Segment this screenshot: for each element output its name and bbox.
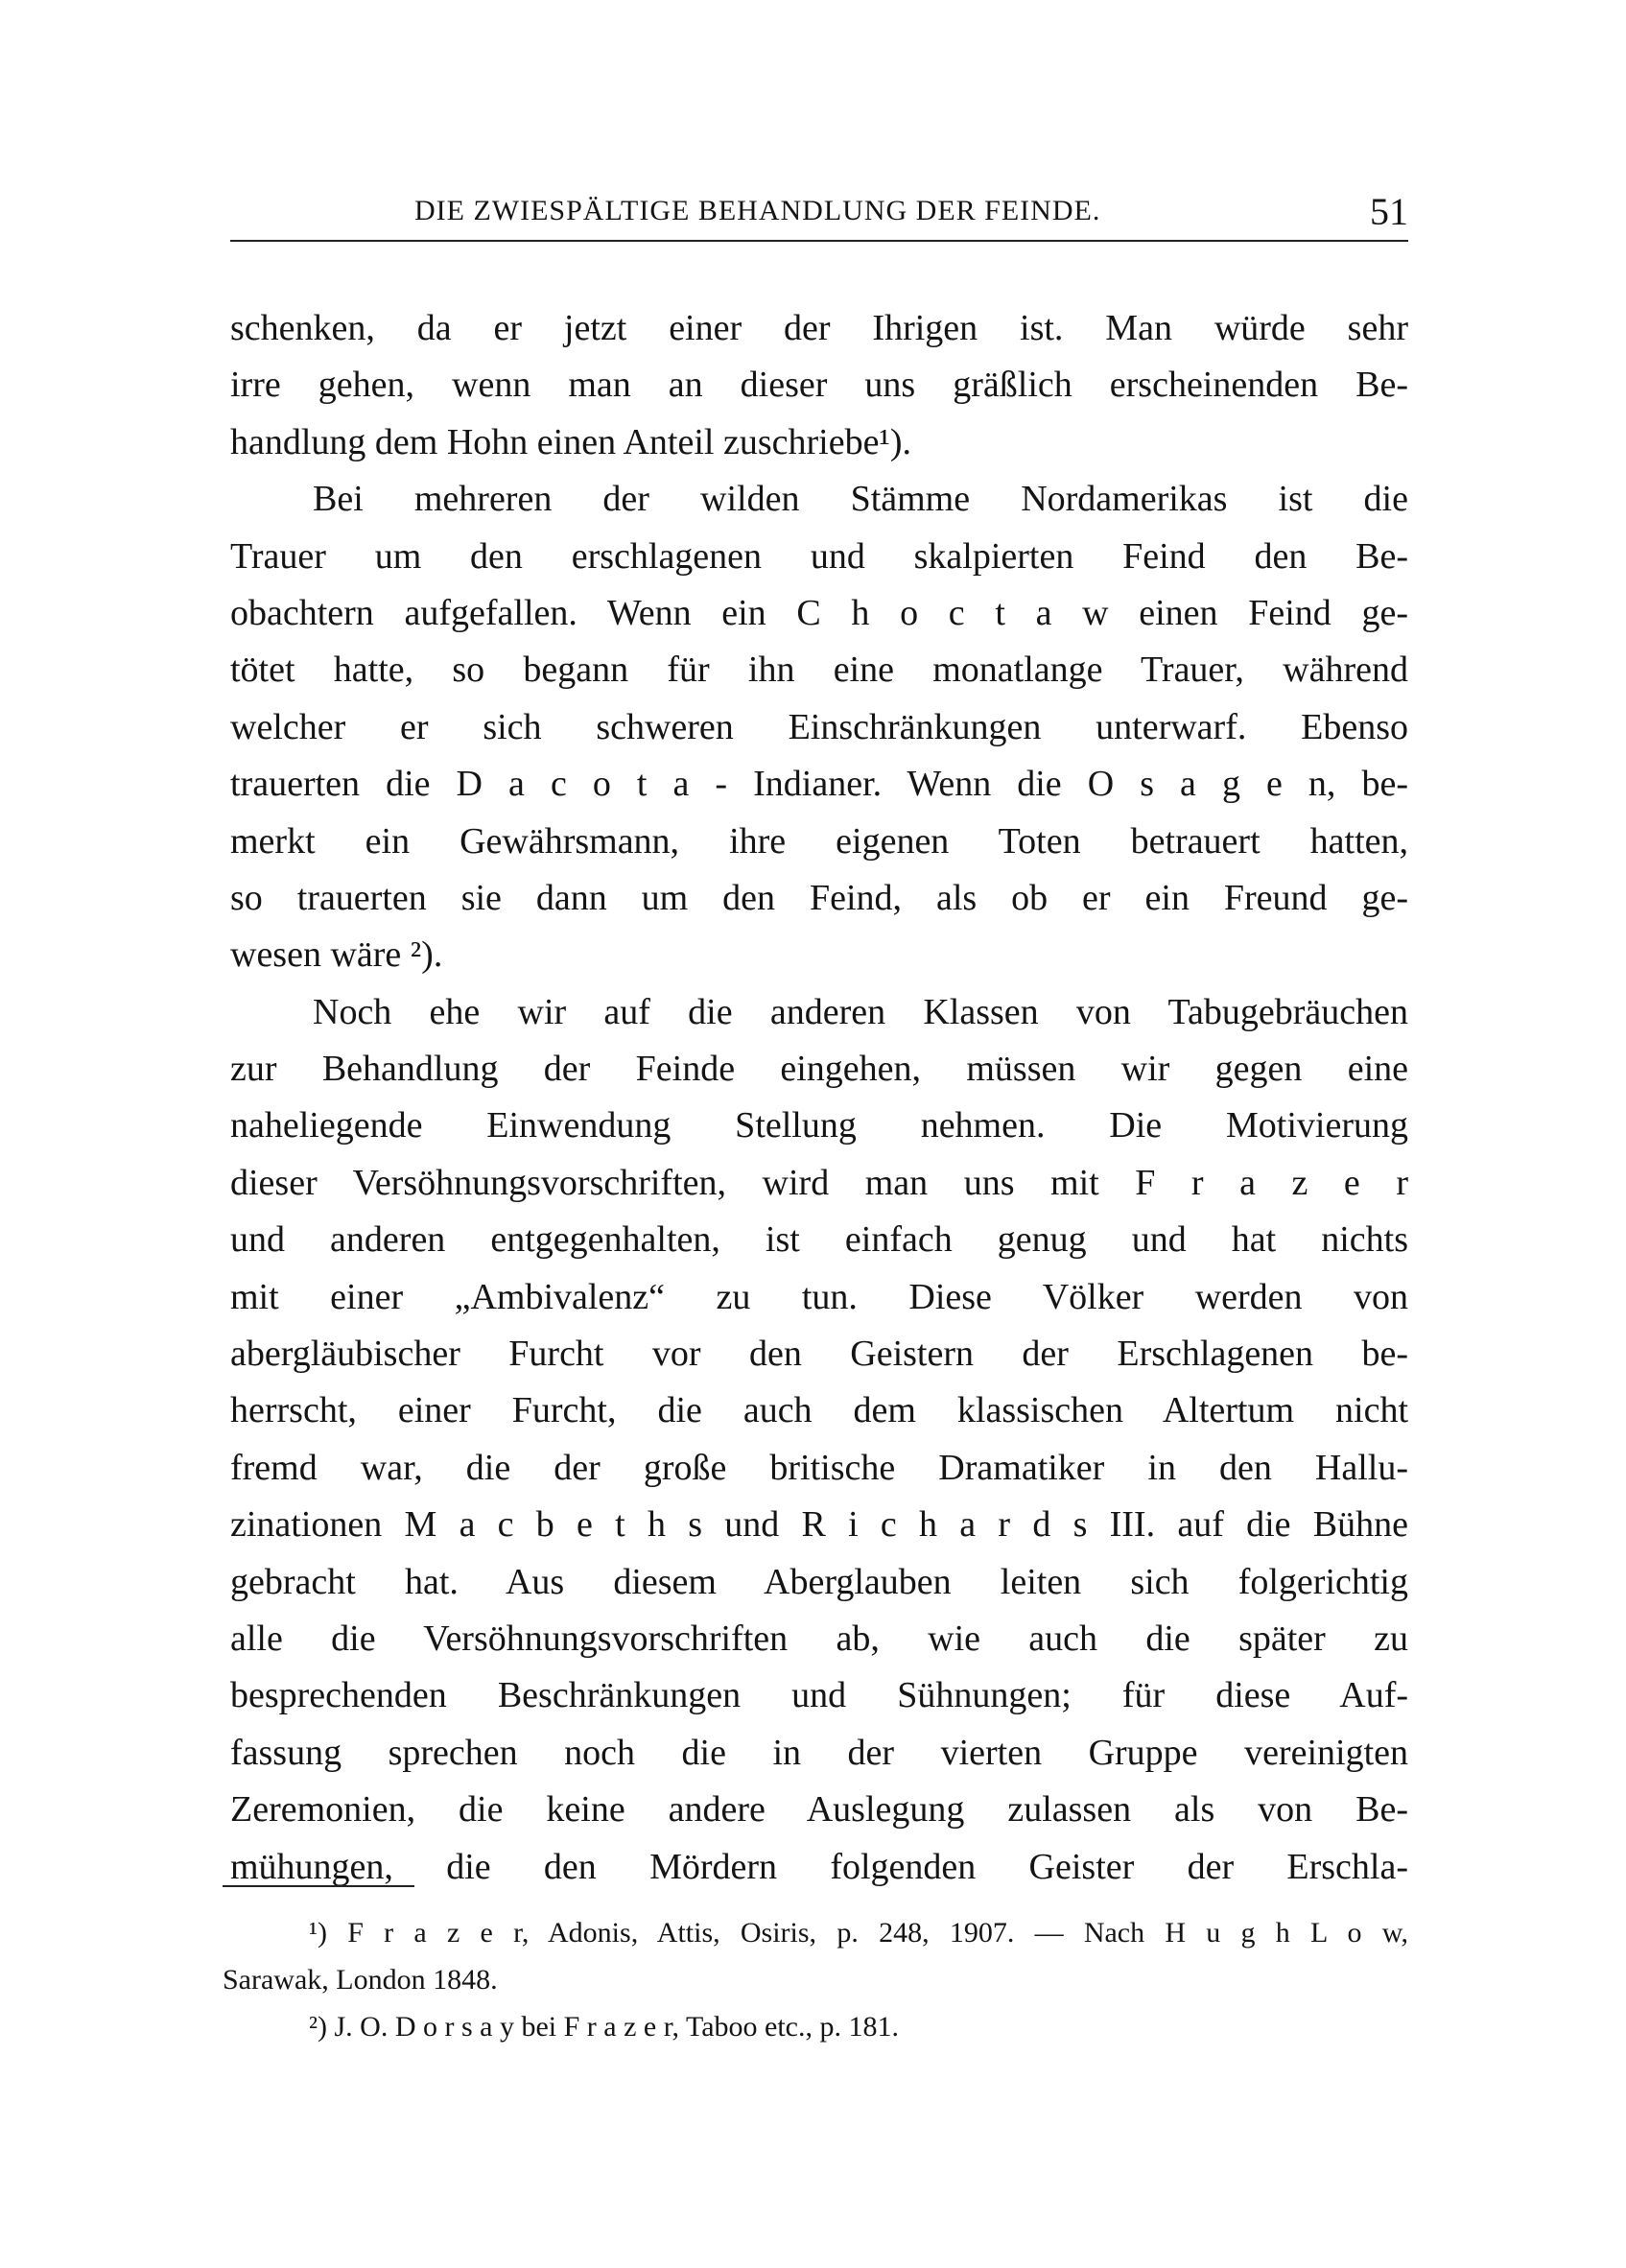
text-line: herrscht, einer Furcht, die auch dem klassischen Altertum nicht bbox=[230, 1390, 1408, 1431]
text-line: zur Behandlung der Feinde eingehen, müssen wir gegen eine bbox=[230, 1049, 1408, 1090]
text-line: trauerten die D a c o t a - Indianer. Wenn die O s a g e n, be- bbox=[230, 764, 1408, 805]
text-line: dieser Versöhnungsvorschriften, wird man uns mit F r a z e r bbox=[230, 1162, 1408, 1203]
text-line: Zeremonien, die keine andere Auslegung zulassen als von Be- bbox=[230, 1789, 1408, 1831]
text-line: Trauer um den erschlagenen und skalpierten Feind den Be- bbox=[230, 535, 1408, 577]
footnote-rule bbox=[223, 1885, 414, 1887]
text-line: fassung sprechen noch die in der vierten Gruppe vereinigten bbox=[230, 1732, 1408, 1773]
text-line: alle die Versöhnungsvorschriften ab, wie auch die später zu bbox=[230, 1618, 1408, 1659]
text-line: obachtern aufgefallen. Wenn ein C h o c t a w einen Feind ge- bbox=[230, 592, 1408, 633]
text-line: naheliegende Einwendung Stellung nehmen. Die Motivierung bbox=[230, 1105, 1408, 1146]
text-line: schenken, da er jetzt einer der Ihrigen ist. Man würde sehr bbox=[230, 308, 1408, 348]
footnote-line: ²) J. O. D o r s a y bei F r a z e r, Taboo etc., p. 181. bbox=[309, 2011, 899, 2043]
text-line: abergläubischer Furcht vor den Geistern der Erschlagenen be- bbox=[230, 1334, 1408, 1375]
text-line: mit einer „Ambivalenz“ zu tun. Diese Völker werden von bbox=[230, 1276, 1408, 1317]
text-line: so trauerten sie dann um den Feind, als ob er ein Freund ge- bbox=[230, 877, 1408, 918]
running-head bbox=[230, 187, 1408, 245]
text-line: besprechenden Beschränkungen und Sühnungen; für diese Auf- bbox=[230, 1675, 1408, 1716]
text-line: welcher er sich schweren Einschränkungen unterwarf. Ebenso bbox=[230, 706, 1408, 747]
footnote-line: ¹) F r a z e r, Adonis, Attis, Osiris, p. 248, 1907. — Nach H u g h L o w, bbox=[309, 1917, 1408, 1949]
text-line: Noch ehe wir auf die anderen Klassen von Tabugebräuchen bbox=[313, 991, 1408, 1032]
footnote-line: Sarawak, London 1848. bbox=[223, 1964, 498, 1996]
running-title: DIE ZWIESPÄLTIGE BEHANDLUNG DER FEINDE. bbox=[414, 195, 1101, 226]
text-line: zinationen M a c b e t h s und R i c h a r d s III. auf die Bühne bbox=[230, 1504, 1408, 1546]
text-line: gebracht hat. Aus diesem Aberglauben leiten sich folgerichtig bbox=[230, 1561, 1408, 1602]
text-line: tötet hatte, so begann für ihn eine monatlange Trauer, während bbox=[230, 650, 1408, 691]
header-rule bbox=[230, 240, 1408, 242]
footnotes bbox=[223, 1909, 1408, 2050]
page-number: 51 bbox=[1370, 190, 1408, 233]
text-line: wesen wäre ²). bbox=[230, 934, 443, 976]
text-line: irre gehen, wenn man an dieser uns gräßlich erscheinenden Be- bbox=[230, 365, 1408, 406]
text-line: mühungen, die den Mördern folgenden Geister der Erschla- bbox=[230, 1846, 1408, 1887]
text-line: handlung dem Hohn einen Anteil zuschriebe¹). bbox=[230, 421, 911, 462]
text-line: merkt ein Gewährsmann, ihre eigenen Toten betrauert hatten, bbox=[230, 820, 1408, 862]
text-line: fremd war, die der große britische Dramatiker in den Hallu- bbox=[230, 1447, 1408, 1488]
text-line: und anderen entgegenhalten, ist einfach genug und hat nichts bbox=[230, 1219, 1408, 1261]
body-text bbox=[230, 300, 1408, 1896]
text-line: Bei mehreren der wilden Stämme Nordamerikas ist die bbox=[313, 479, 1408, 520]
